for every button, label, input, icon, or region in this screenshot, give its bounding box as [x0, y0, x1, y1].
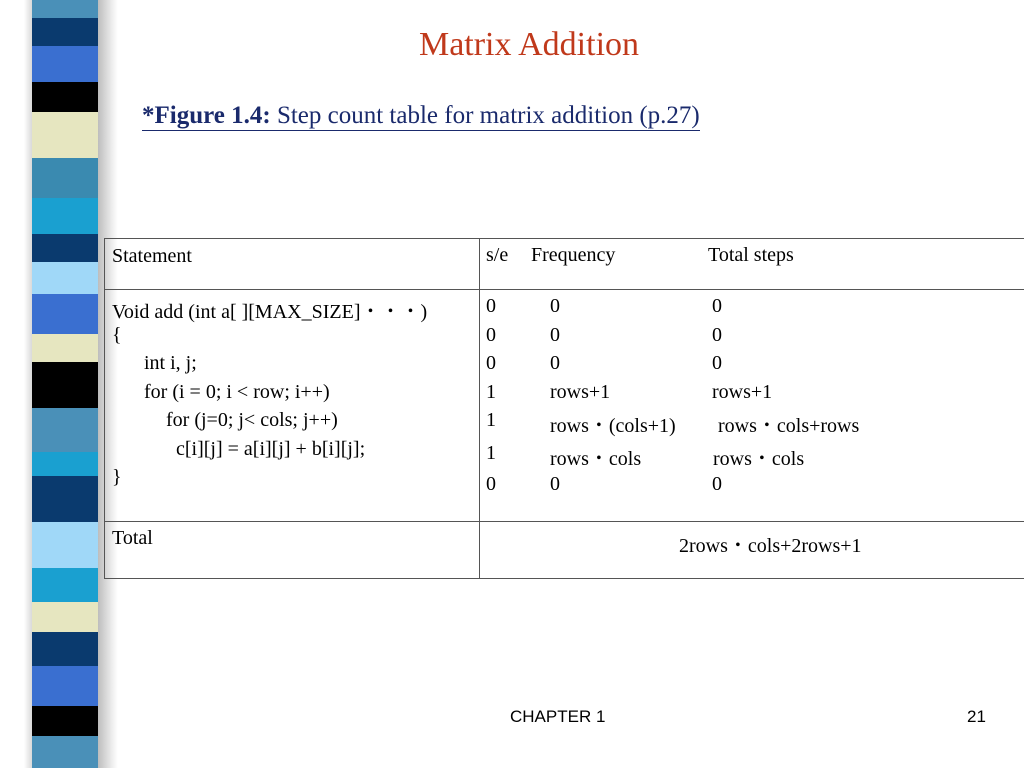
code-line: int i, j; [144, 352, 197, 374]
header-frequency: Frequency [531, 244, 616, 266]
frequency-value: 0 [550, 324, 560, 346]
stripe-segment [32, 362, 98, 408]
total-steps-value: rows・cols+rows [718, 415, 860, 437]
header-statement: Statement [112, 245, 192, 267]
header-se: s/e [486, 244, 509, 266]
stripe-segment [32, 198, 98, 234]
stripe-segment [32, 602, 98, 632]
frequency-value: rows+1 [550, 381, 611, 403]
total-label: Total [112, 527, 153, 549]
table-total-row [105, 522, 1024, 579]
stripe-segment [32, 568, 98, 602]
table-body-row [105, 290, 1024, 522]
footer-page-number: 21 [967, 707, 986, 726]
header-values-cell [480, 239, 1024, 290]
code-block [105, 290, 479, 521]
se-value: 1 [486, 381, 496, 403]
stripe-segment [32, 736, 98, 768]
stripe-segment [32, 522, 98, 568]
stripe-segment [32, 632, 98, 666]
se-value: 0 [486, 473, 496, 495]
stripe-segment [32, 112, 98, 158]
decorative-stripe-bar [32, 0, 98, 768]
code-cell [105, 290, 480, 522]
footer-chapter: CHAPTER 1 [510, 707, 606, 726]
stripe-segment [32, 334, 98, 362]
code-line: for (i = 0; i < row; i++) [144, 381, 330, 403]
frequency-value: 0 [550, 352, 560, 374]
slide-title: Matrix Addition [418, 26, 640, 63]
se-value: 0 [486, 295, 496, 317]
total-steps-value: 0 [712, 352, 722, 374]
stripe-segment [32, 666, 98, 706]
se-value: 0 [486, 324, 496, 346]
stripe-segment [32, 452, 98, 476]
table-header-row [105, 239, 1024, 290]
code-line: } [112, 466, 122, 488]
total-value: 2rows・cols+2rows+1 [679, 535, 862, 557]
figure-caption [142, 102, 700, 131]
stripe-segment [32, 82, 98, 112]
total-steps-value: rows+1 [712, 381, 773, 403]
se-value: 0 [486, 352, 496, 374]
stripe-segment [32, 262, 98, 294]
step-count-table [104, 238, 1024, 579]
figure-caption-text: Step count table for matrix addition (p.27) [270, 102, 700, 129]
frequency-value: rows・cols [550, 448, 642, 470]
stripe-segment [32, 158, 98, 198]
se-value: 1 [486, 409, 496, 431]
total-steps-value: 0 [712, 473, 722, 495]
frequency-value: 0 [550, 473, 560, 495]
header-statement-cell [105, 239, 480, 290]
figure-caption-label: *Figure 1.4: [142, 102, 271, 129]
stripe-edge [24, 0, 32, 768]
stripe-segment [32, 0, 98, 18]
total-steps-value: rows・cols [713, 448, 805, 470]
total-steps-value: 0 [712, 324, 722, 346]
code-line: c[i][j] = a[i][j] + b[i][j]; [176, 438, 366, 460]
total-label-cell [105, 522, 480, 579]
values-cell [480, 290, 1024, 522]
frequency-value: 0 [550, 295, 560, 317]
code-line: Void add (int a[ ][MAX_SIZE]・・・) [112, 301, 428, 323]
frequency-value: rows・(cols+1) [550, 415, 676, 437]
stripe-segment [32, 706, 98, 736]
stripe-segment [32, 234, 98, 262]
se-value: 1 [486, 442, 496, 464]
stripe-segment [32, 476, 98, 522]
header-total-steps: Total steps [708, 244, 794, 266]
total-value-cell [480, 522, 1024, 579]
code-line: for (j=0; j< cols; j++) [166, 409, 338, 431]
stripe-segment [32, 294, 98, 334]
code-line: { [112, 324, 122, 346]
total-steps-value: 0 [712, 295, 722, 317]
values-block [480, 290, 1024, 521]
stripe-segment [32, 408, 98, 452]
